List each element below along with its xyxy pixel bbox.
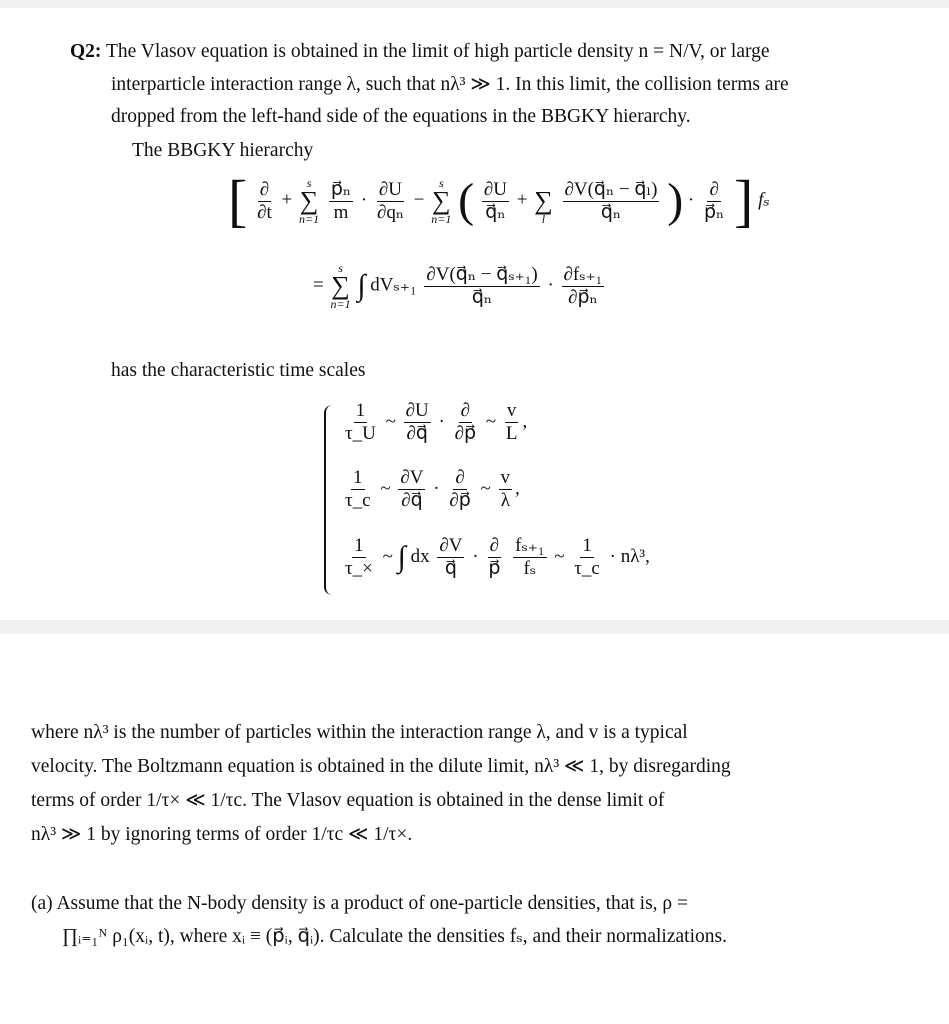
hierarchy-heading: The BBGKY hierarchy — [132, 140, 314, 161]
part-a-line-2: ∏ᵢ₌₁ᴺ ρ₁(xᵢ, t), where xᵢ ≡ (p⃗ᵢ, q⃗ᵢ). Calculate the densities fₛ, and their normalizations. — [62, 926, 727, 947]
timescale-x: $\frac{1}{\tau\_\times}$ ~ ∫ dx $\frac{\partial V}{q⃗}$ · $\frac{\partial}{p⃗}$ $\frac{\text{fₛ₊₁}}{\text{fₛ}}$ ~ $\frac{1}{\tau\_c}$ · nλ³, — [345, 535, 650, 579]
fraction-dV-qn-s1: $\frac{\text{∂V(q⃗ₙ − q⃗ₛ₊₁)}}{\text{q⃗ₙ}}$ — [426, 263, 538, 308]
equals-sign: = — [313, 274, 324, 296]
fraction-dU-dqn: $\frac{\partial U}{\text{∂qₙ}}$ — [376, 178, 405, 223]
fraction-dU-qn: $\frac{\partial U}{\text{q⃗ₙ}}$ — [483, 178, 507, 223]
fraction-pn-m: $\frac{\text{p⃗ₙ}}{m}$ — [330, 178, 352, 223]
integral-sign: ∫ — [357, 269, 366, 302]
fraction-df-dpn: $\frac{\text{∂fₛ₊₁}}{\text{∂p⃗ₙ}}$ — [563, 263, 603, 308]
timescale-c: $\frac{1}{\tau\_c}$ ~ $\frac{\partial V}{\partial q⃗}$ · $\frac{\partial}{\partial p⃗}$ ~ $\frac{v}{\lambda}$ , — [345, 467, 520, 511]
fraction-d-dt: $\frac{\partial}{\partial t}$ — [257, 178, 272, 223]
question-line-3: dropped from the left-hand side of the equations in the BBGKY hierarchy. — [111, 106, 691, 127]
question-line-2: interparticle interaction range λ, such that nλ³ ≫ 1. In this limit, the collision terms are — [111, 74, 789, 95]
sum-symbol: s ∑ n=1 — [298, 176, 320, 226]
left-bracket: [ — [228, 168, 248, 233]
sum-symbol-2: s ∑ n=1 — [431, 176, 452, 226]
paragraph-1-line-2: velocity. The Boltzmann equation is obtained in the dilute limit, nλ³ ≪ 1, by disregarding — [31, 756, 731, 777]
time-scales-intro: has the characteristic time scales — [111, 360, 366, 381]
right-bracket: ] — [734, 168, 754, 233]
part-a-line-1: (a) Assume that the N-body density is a product of one-particle densities, that is, ρ = — [31, 893, 689, 914]
volume-element: dVₛ₊₁ — [370, 274, 417, 296]
f-s: fₛ — [758, 189, 770, 211]
left-brace — [324, 405, 340, 595]
fraction-dV-qn: $\frac{\text{∂V(q⃗ₙ − q⃗ₗ)}}{\text{q⃗ₙ}}$ — [564, 178, 658, 223]
left-paren: ( — [458, 174, 475, 227]
plus-sign: + — [281, 189, 293, 211]
timescale-U: $\frac{1}{\tau\_U}$ ~ $\frac{\partial U}{\partial q⃗}$ · $\frac{\partial}{\partial p⃗}$ ~ $\frac{v}{L}$ , — [345, 400, 528, 444]
bbgky-equation-rhs: = s ∑ n=1 ∫ dVₛ₊₁ $\frac{\text{∂V(q⃗ₙ − q⃗ₛ₊₁)}}{\text{q⃗ₙ}}$ · $\frac{\text{∂fₛ₊₁}}{\text{∂p⃗ₙ}}$ — [313, 261, 603, 311]
page-separator — [0, 620, 949, 634]
paragraph-1-line-3: terms of order 1/τ× ≪ 1/τc. The Vlasov equation is obtained in the dense limit of — [31, 790, 665, 811]
question-line-1 — [70, 40, 770, 64]
bbgky-equation-lhs: [ $\frac{\partial}{\partial t}$ + s ∑ n=1 $\frac{\text{p⃗ₙ}}{m}$ · $\frac{\partial U}{\text{∂qₙ}}$ − s ∑ n=1 ( $\frac{\partial U}{\text{q⃗ₙ}}$ + ∑ l $\frac{\text{∂V(q⃗ₙ − q⃗ₗ)}}{\text{q⃗ₙ}}$ ) · $\frac{\partial}{\text{p⃗ₙ}}$ ] fₛ — [228, 168, 770, 233]
paragraph-1-line-4: nλ³ ≫ 1 by ignoring terms of order 1/τc ≪ 1/τ×. — [31, 824, 413, 845]
right-paren: ) — [667, 174, 684, 227]
fraction-d-pn: $\frac{\partial}{\text{p⃗ₙ}}$ — [704, 178, 725, 223]
top-gutter — [0, 0, 949, 8]
page-section-1 — [0, 8, 949, 620]
paragraph-1-line-1: where nλ³ is the number of particles within the interaction range λ, and v is a typical — [31, 722, 688, 743]
minus-sign: − — [413, 189, 425, 211]
sum-symbol-l: ∑ l — [534, 186, 553, 226]
sum-symbol-rhs: s ∑ n=1 — [330, 261, 351, 311]
question-text-1: The Vlasov equation is obtained in the limit of high particle density n = N/V, or large — [105, 41, 770, 62]
question-label: Q2: — [70, 41, 102, 62]
